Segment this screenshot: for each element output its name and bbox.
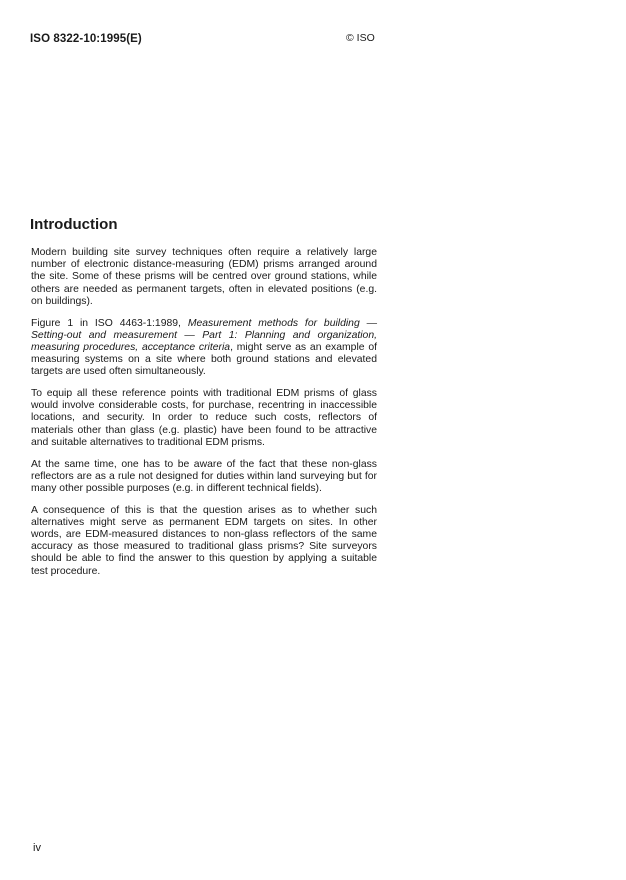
figure-reference: Figure 1 in ISO 4463-1:1989,: [31, 317, 188, 329]
page-number: iv: [33, 842, 41, 854]
paragraph-2: [31, 318, 377, 379]
paragraph-3: To equip all these reference points with traditional EDM prisms of glass would involve considerable costs, for purchase, recentring in inaccessible locations, and security. In order to reduce such costs, reflectors of materials other than glass (e.g. plastic) have been found to be attractive and suitable alternatives to traditional EDM prisms.: [31, 388, 377, 448]
standard-identifier: ISO 8322-10:1995(E): [30, 33, 142, 45]
paragraph-5: A consequence of this is that the question arises as to whether such alternatives might serve as permanent EDM targets on sites. In other words, are EDM-measured distances to non-glass reflectors of the same accuracy as those measured to traditional glass prisms? Site surveyors should be able to find the answer to this question by applying a suitable test procedure.: [31, 504, 377, 577]
figure-reference-continuation: , might serve as an example of measuring systems on a site where both ground stations and elevated targets are used often simultaneously.: [31, 341, 377, 378]
paragraph-4: At the same time, one has to be aware of the fact that these non-glass reflectors are as a rule not designed for duties within land surveying but for many other possible purposes (e.g. in different technical fields).: [31, 458, 377, 494]
standard-citation: Measurement methods for building — Setting-out and measurement — Part 1: Planning and organization, measuring procedures, acceptance criteria: [31, 317, 377, 353]
section-title: Introduction: [30, 216, 118, 233]
paragraph-1: Modern building site survey techniques often require a relatively large number of electronic distance-measuring (EDM) prisms arranged around the site. Some of these prisms will be centred over ground stations, while others are needed as permanent targets, often in elevated positions (e.g. on buildings).: [31, 247, 377, 307]
copyright-notice: © ISO: [346, 32, 375, 44]
introduction-body: [31, 247, 377, 587]
